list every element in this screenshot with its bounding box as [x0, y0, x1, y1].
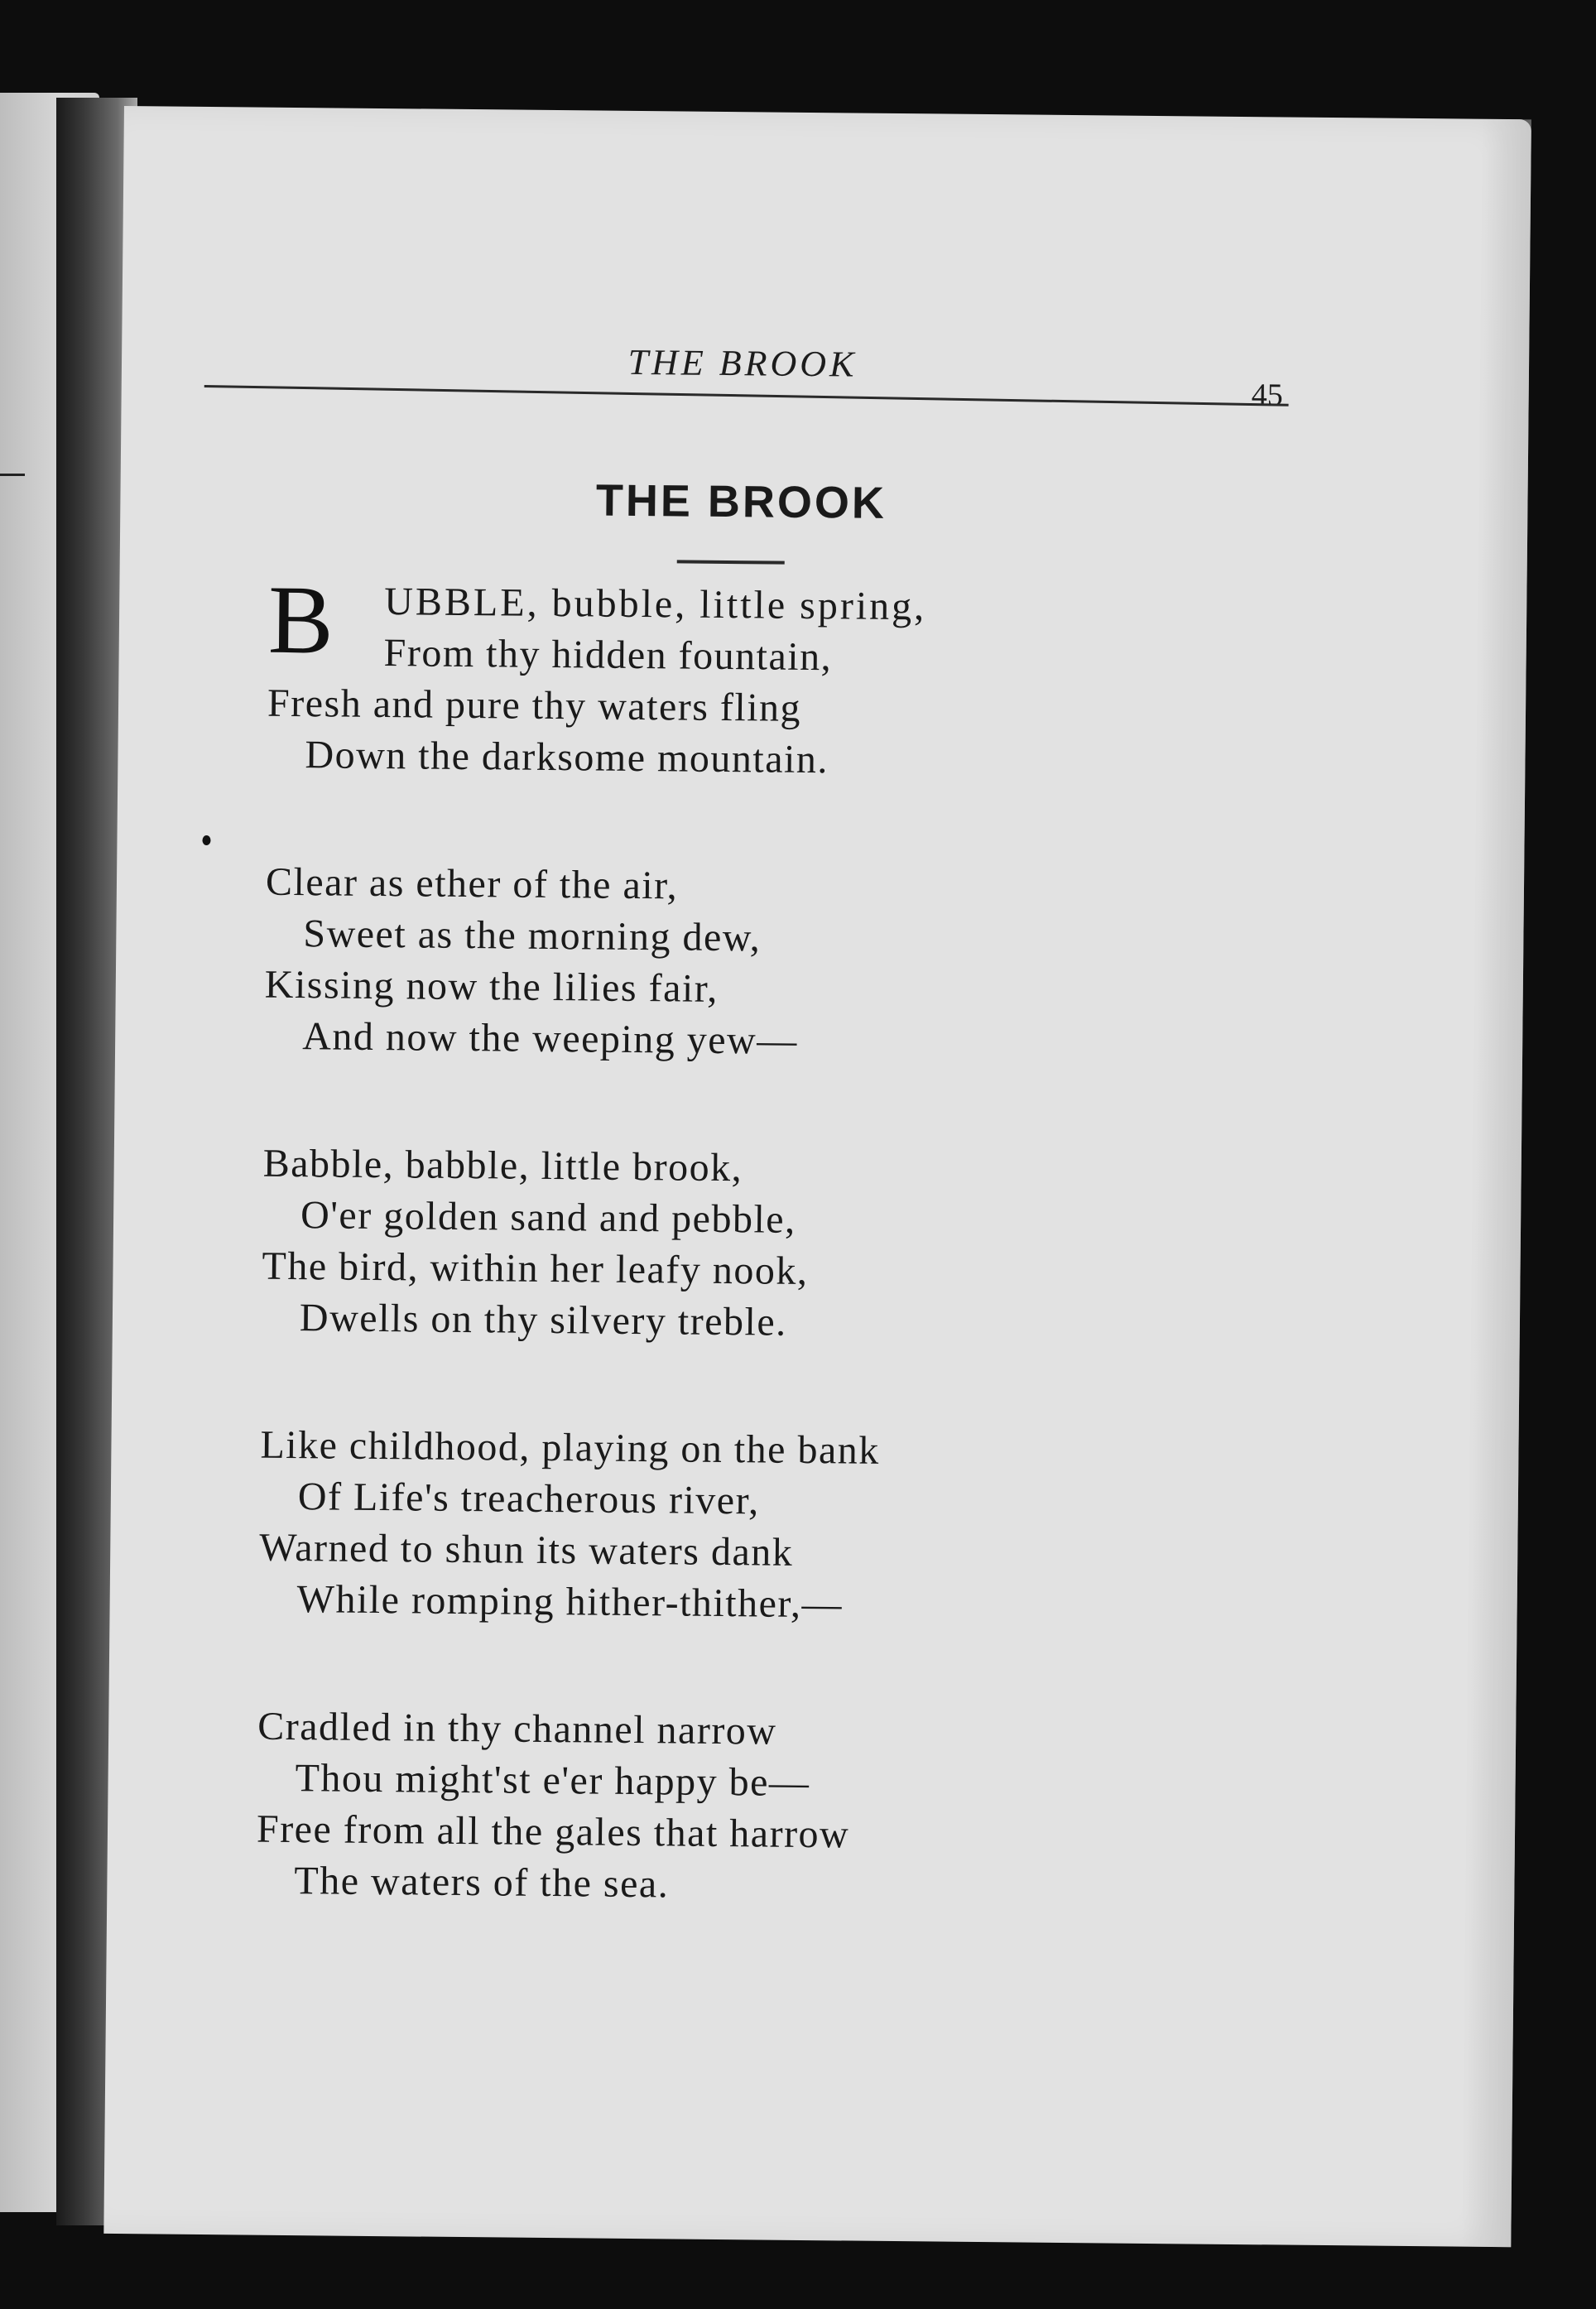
margin-dot: [202, 835, 210, 845]
poem-body: [255, 565, 1179, 1991]
poem-line: Sweet as the morning dew,: [303, 912, 762, 960]
stanza-5: [256, 1701, 1168, 1916]
poem-line: Dwells on thy silvery treble.: [299, 1296, 787, 1345]
stanza-2: [264, 857, 1176, 1071]
page-edge-shade: [1461, 119, 1531, 2247]
stanza-3: [262, 1138, 1174, 1353]
poem-line: Cradled in thy channel narrow: [257, 1704, 777, 1753]
poem-line: Babble, babble, little brook,: [262, 1141, 743, 1191]
poem-line: Like childhood, playing on the bank: [260, 1422, 881, 1473]
book-page: [103, 106, 1531, 2247]
poem-line: Free from all the gales that harrow: [256, 1806, 850, 1857]
stanza-1: [267, 565, 1179, 790]
stanza-4: [258, 1420, 1171, 1634]
drop-cap: B: [267, 565, 335, 675]
page-number: 45: [1251, 378, 1283, 413]
poem-line: The waters of the sea.: [294, 1859, 670, 1907]
poem-line: UBBLE, bubble, little spring,: [384, 580, 927, 629]
facing-page-rule: [0, 474, 25, 476]
poem-line: Of Life's treacherous river,: [297, 1474, 760, 1523]
poem-line: Thou might'st e'er happy be—: [295, 1756, 810, 1806]
title-rule: [677, 560, 785, 564]
poem-line: The bird, within her leafy nook,: [262, 1243, 809, 1293]
poem-title: THE BROOK: [595, 475, 887, 528]
poem-line: O'er golden sand and pebble,: [300, 1193, 796, 1242]
poem-line: Clear as ether of the air,: [265, 859, 679, 908]
poem-line: From thy hidden fountain,: [383, 631, 833, 680]
running-head: THE BROOK: [627, 341, 858, 385]
first-line: [267, 565, 1179, 687]
poem-line: Warned to shun its waters dank: [259, 1525, 794, 1575]
poem-line: And now the weeping yew—: [301, 1014, 798, 1063]
poem-line: Fresh and pure thy waters fling: [267, 681, 802, 730]
header-rule: [204, 385, 1289, 406]
poem-line: Kissing now the lilies fair,: [264, 962, 719, 1011]
poem-line: Down the darksome mountain.: [305, 733, 829, 782]
poem-line: While romping hither-thither,—: [296, 1577, 844, 1627]
